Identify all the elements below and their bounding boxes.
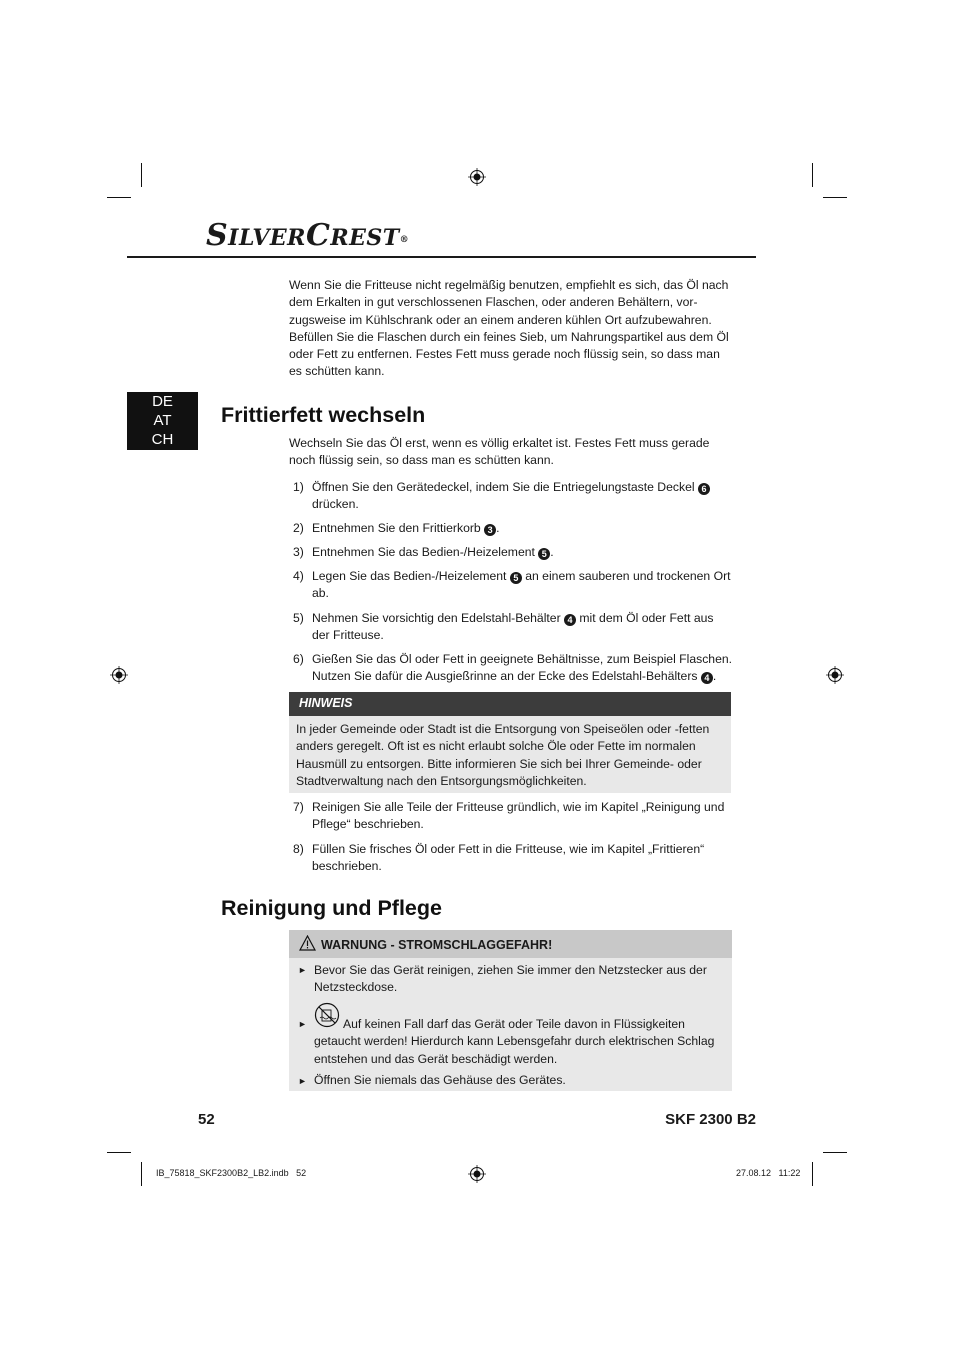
step-item: 4) Legen Sie das Bedien-/Heizelement 5 an einem sauberen und trockenen Ort ab. xyxy=(293,569,731,601)
registration-mark-icon xyxy=(468,1165,486,1183)
warning-label: WARNUNG - STROMSCHLAGGEFAHR! xyxy=(321,938,553,952)
registration-mark-icon xyxy=(110,666,128,684)
warning-item: Bevor Sie das Gerät reinigen, ziehen Sie immer den Netzstecker aus der Netzsteckdose. xyxy=(314,963,707,995)
registration-mark-icon xyxy=(826,666,844,684)
header-rule xyxy=(127,256,756,258)
silvercrest-logo: SILVERCREST® xyxy=(206,218,410,253)
language-code: CH xyxy=(151,431,174,448)
language-code: DE xyxy=(152,393,173,410)
crop-mark xyxy=(141,1162,142,1186)
step-item: 8) Füllen Sie frisches Öl oder Fett in die Fritteuse, wie im Kapitel „Frittieren“ beschrieben. xyxy=(293,842,705,874)
part-reference-badge: 4 xyxy=(564,614,576,626)
note-text: In jeder Gemeinde oder Stadt ist die Entsorgung von Speiseölen oder -fetten anders geregelt. Oft ist es nicht erlaubt solche Öle oder Fette im normalen Hausmüll zu entsorgen. Bitte informieren Sie sich bei Ihrer Gemeinde- oder Stadtverwaltung nach den Entsorgungsmöglichkeiten. xyxy=(296,722,710,788)
warning-body xyxy=(289,958,732,1091)
part-reference-badge: 6 xyxy=(698,483,710,495)
model-number: SKF 2300 B2 xyxy=(665,1111,756,1128)
crop-mark xyxy=(812,1162,813,1186)
step-item: 2) Entnehmen Sie den Frittierkorb 3 . xyxy=(293,521,500,535)
arrow-bullet-icon: ► xyxy=(298,1076,307,1086)
print-slug-date: 27.08.12 11:22 xyxy=(736,1168,801,1178)
language-tab xyxy=(127,392,198,450)
part-reference-badge: 3 xyxy=(484,524,496,536)
note-body xyxy=(289,716,731,793)
warning-item: Öffnen Sie niemals das Gehäuse des Gerätes. xyxy=(314,1073,566,1087)
arrow-bullet-icon: ► xyxy=(298,965,307,975)
part-reference-badge: 5 xyxy=(538,548,550,560)
step-item: 1) Öffnen Sie den Gerätedeckel, indem Sie die Entriegelungstaste Deckel 6 drücken. xyxy=(293,479,733,514)
section-intro: Wechseln Sie das Öl erst, wenn es völlig erkaltet ist. Festes Fett muss gerade noch flüssig sein, so dass man es schütten kann. xyxy=(289,436,710,468)
step-item: 7) Reinigen Sie alle Teile der Fritteuse gründlich, wie im Kapitel „Reinigung und Pflege“ beschrieben. xyxy=(293,800,725,832)
warning-item: Auf keinen Fall darf das Gerät oder Teile davon in Flüssigkeiten getaucht werden! Hierdurch kann Lebensgefahr durch elektrischen Schlag entstehen und das Gerät beschädigt werden. xyxy=(314,1017,715,1066)
part-reference-badge: 4 xyxy=(701,672,713,684)
crop-mark xyxy=(812,163,813,187)
registration-mark-icon xyxy=(468,168,486,186)
crop-mark xyxy=(107,1152,131,1153)
page-number: 52 xyxy=(198,1111,215,1128)
step-item: 6) Gießen Sie das Öl oder Fett in geeignete Behältnisse, zum Beispiel Flaschen. Nutzen Sie dafür die Ausgießrinne an der Ecke des Edelstahl-Behälters 4 . xyxy=(293,652,733,684)
print-slug-filename: IB_75818_SKF2300B2_LB2.indb 52 xyxy=(156,1168,307,1178)
section-title: Reinigung und Pflege xyxy=(221,896,442,920)
crop-mark xyxy=(107,197,131,198)
crop-mark xyxy=(823,197,847,198)
crop-mark xyxy=(141,163,142,187)
section-title: Frittierfett wechseln xyxy=(221,403,426,427)
language-code: AT xyxy=(153,412,172,429)
part-reference-badge: 5 xyxy=(510,572,522,584)
warning-header xyxy=(289,930,732,958)
arrow-bullet-icon: ► xyxy=(298,1019,307,1029)
crop-mark xyxy=(823,1152,847,1153)
intro-paragraph: Wenn Sie die Fritteuse nicht regelmäßig benutzen, empfiehlt es sich, das Öl nach dem Erkalten in gut verschlossenen Flaschen, oder anderen Behältern, vor-zugsweise im Kühlschrank oder an einem anderen kühlen Ort aufzubewahren. Befüllen Sie die Flaschen durch ein feines Sieb, um Nahrungspartikel aus dem Öl oder Fett zu entfernen. Festes Fett muss gerade noch flüssig sein, so dass man es schütten kann. xyxy=(289,278,729,379)
note-label: HINWEIS xyxy=(299,696,353,710)
step-item: 3) Entnehmen Sie das Bedien-/Heizelement 5 . xyxy=(293,545,554,559)
note-header xyxy=(289,692,731,716)
step-item: 5) Nehmen Sie vorsichtig den Edelstahl-Behälter 4 mit dem Öl oder Fett aus der Fritteuse. xyxy=(293,611,714,643)
warning-triangle-icon xyxy=(299,935,316,951)
